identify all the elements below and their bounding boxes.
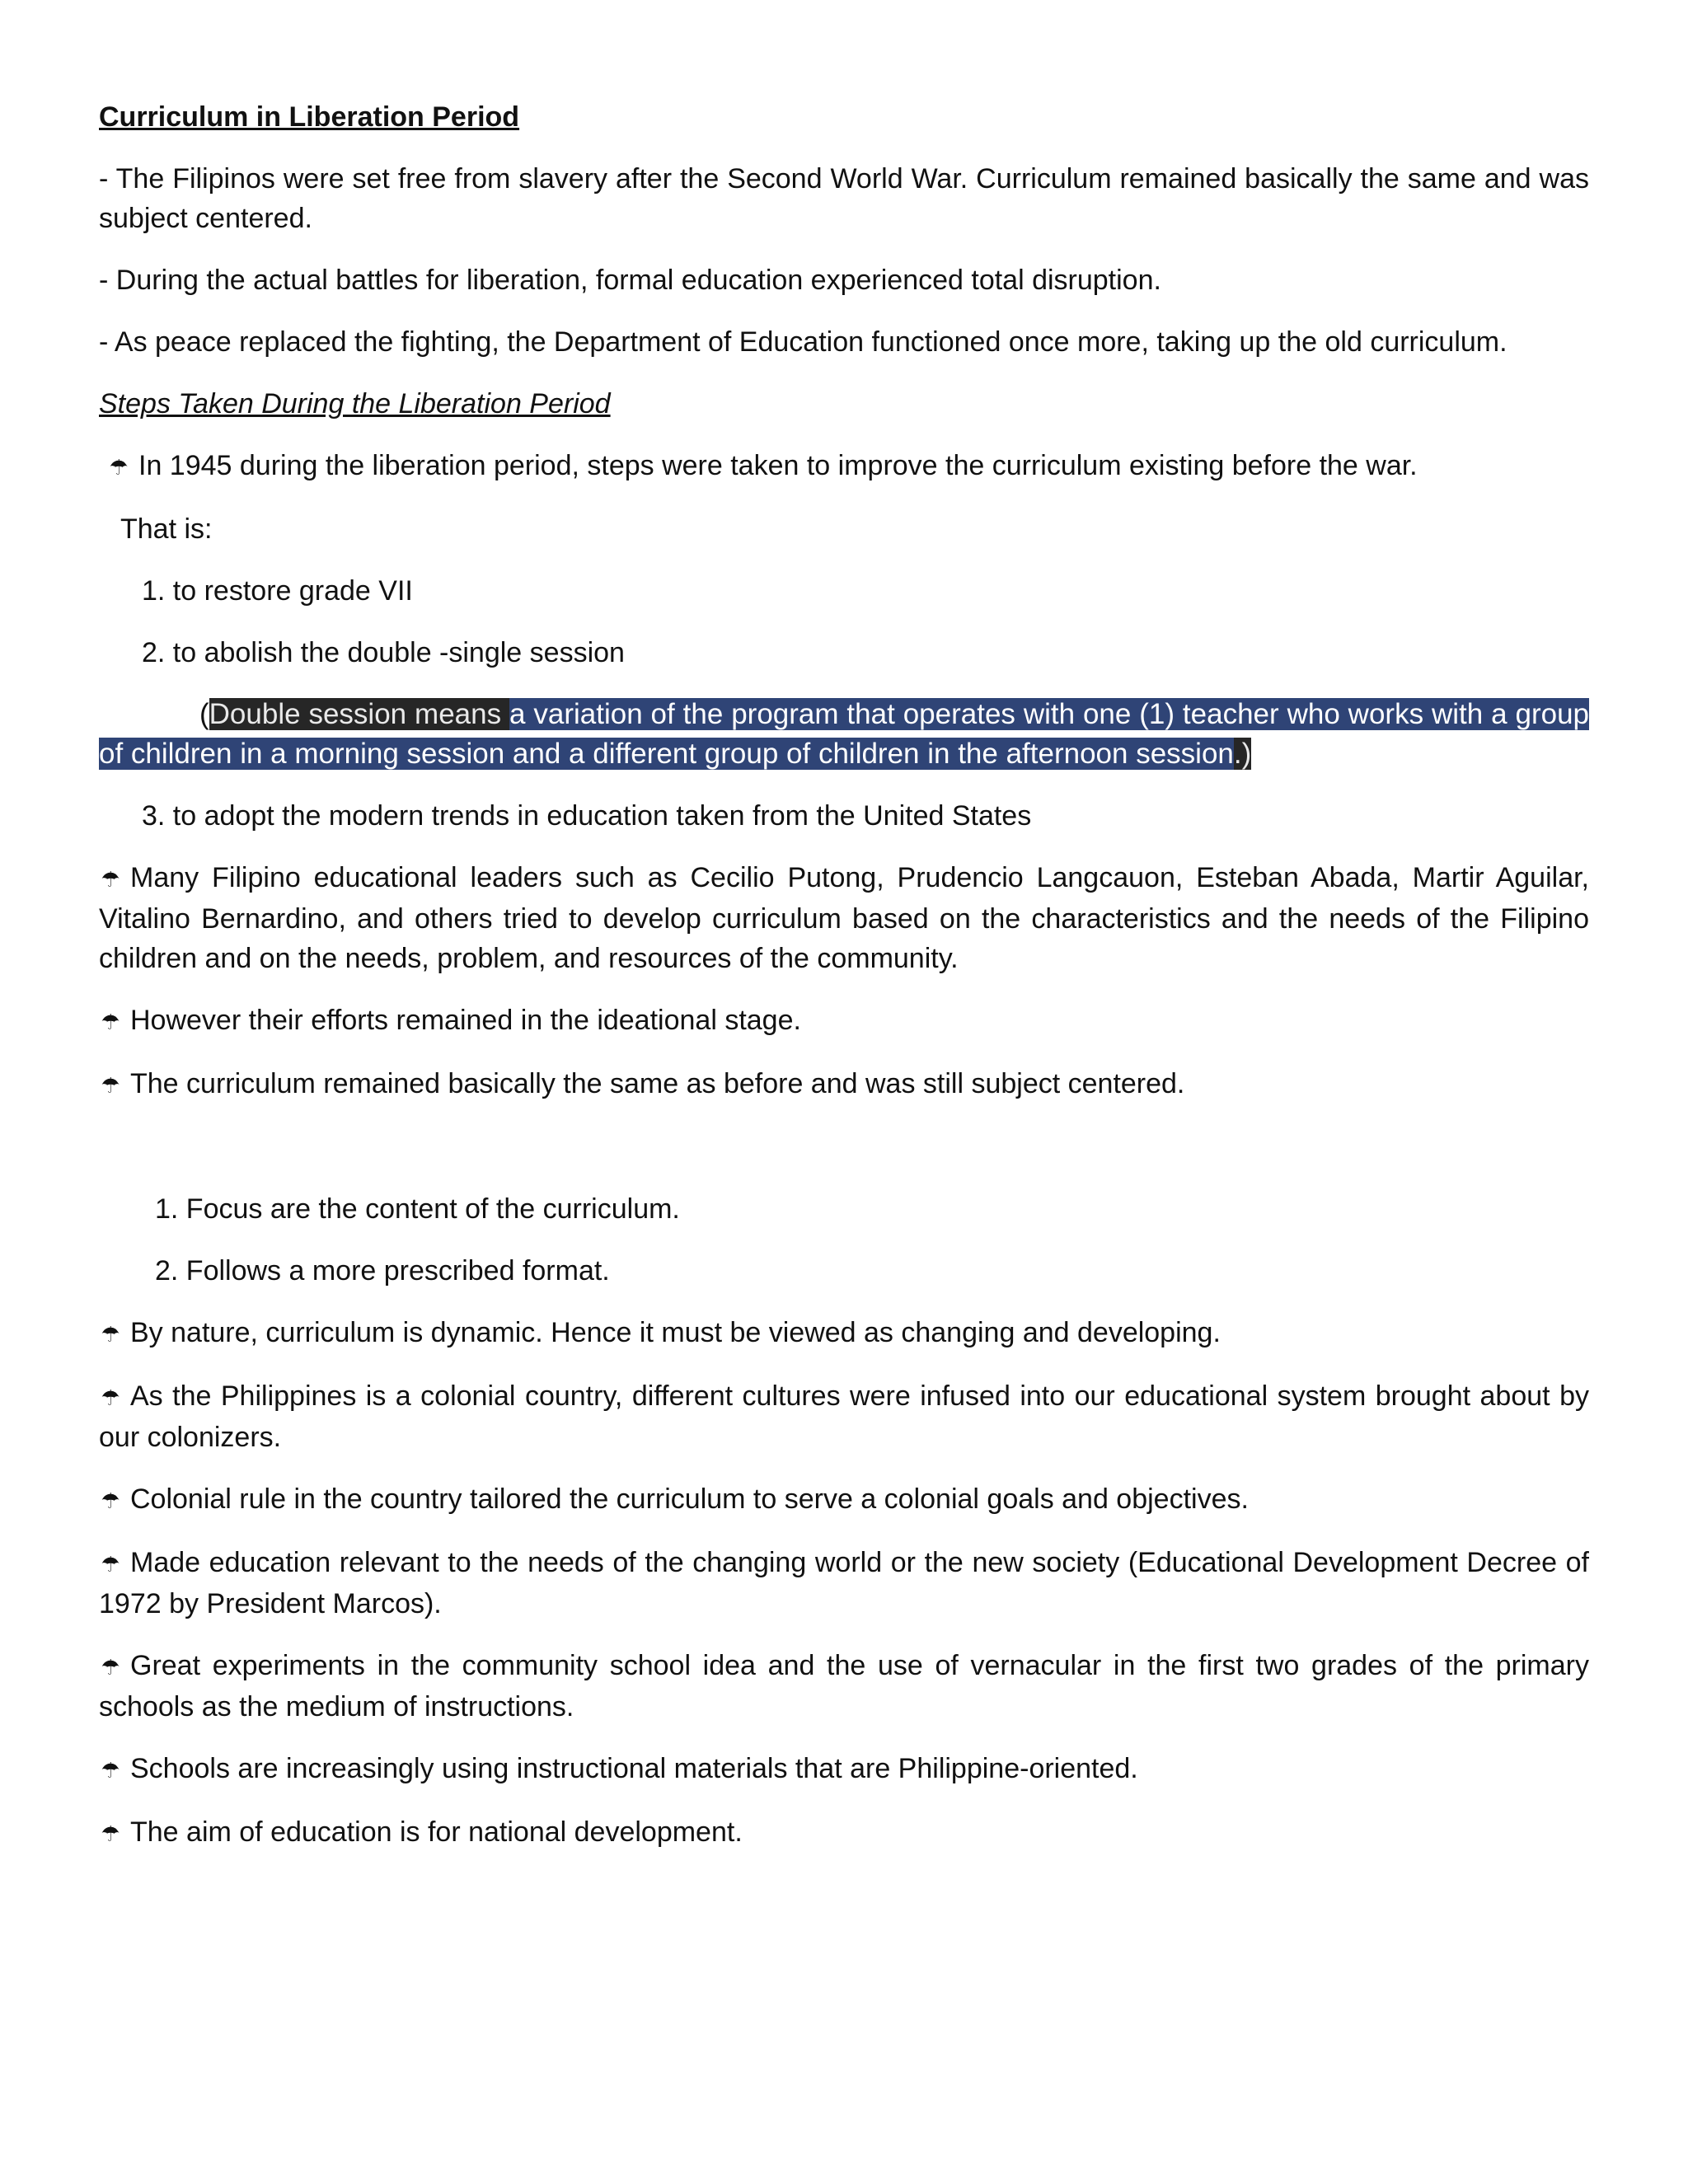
bullet-b-7-text: The aim of education is for national development. xyxy=(130,1816,743,1848)
highlighted-definition xyxy=(99,695,1589,774)
umbrella-icon: ☂ xyxy=(101,1821,120,1846)
blank-spacer xyxy=(99,1127,1589,1189)
umbrella-icon: ☂ xyxy=(101,1073,120,1098)
definition-close-paren: .) xyxy=(1233,738,1252,770)
bullet-a-3 xyxy=(99,1064,1589,1105)
bullet-a-2-text: However their efforts remained in the ideational stage. xyxy=(130,1005,801,1036)
bullet-a-1-text: Many Filipino educational leaders such as Cecilio Putong, Prudencio Langcauon, Esteban Abada, Martir Aguilar, Vitalino Bernardino, and others tried to develop curriculum based on the characteristics and the needs of the Filipino children and on the needs, problem, and resources of the community. xyxy=(99,862,1589,974)
intro-paragraph-3: - As peace replaced the fighting, the Department of Education functioned once more, taking up the old curriculum. xyxy=(99,326,1507,358)
umbrella-icon: ☂ xyxy=(101,1552,120,1577)
numbered-item-2: 2. Follows a more prescribed format. xyxy=(155,1255,610,1286)
bullet-a-3-text: The curriculum remained basically the same as before and was still subject centered. xyxy=(130,1068,1185,1099)
intro-paragraph-2: - During the actual battles for liberation, formal education experienced total disruption. xyxy=(99,265,1161,296)
that-is-label: That is: xyxy=(120,513,213,545)
bullet-b-2-text: As the Philippines is a colonial country, different cultures were infused into our educational system brought about by our colonizers. xyxy=(99,1380,1589,1453)
umbrella-icon: ☂ xyxy=(101,1655,120,1680)
umbrella-icon: ☂ xyxy=(101,1488,120,1513)
bullet-b-1 xyxy=(99,1313,1589,1354)
definition-open-paren: ( xyxy=(199,698,209,730)
bullet-b-6 xyxy=(99,1749,1589,1790)
bullet-b-2 xyxy=(99,1376,1589,1457)
step-item-1: 1. to restore grade VII xyxy=(142,575,413,607)
bullet-b-4-text: Made education relevant to the needs of the changing world or the new society (Educational Development Decree of 1972 by President Marcos). xyxy=(99,1547,1589,1619)
definition-term: Double session means xyxy=(209,698,509,730)
umbrella-icon: ☂ xyxy=(101,1322,120,1347)
bullet-a-1 xyxy=(99,858,1589,978)
bullet-a-2 xyxy=(99,1001,1589,1042)
bullet-b-1-text: By nature, curriculum is dynamic. Hence it must be viewed as changing and developing. xyxy=(130,1317,1221,1348)
bullet-b-3-text: Colonial rule in the country tailored the curriculum to serve a colonial goals and objectives. xyxy=(130,1483,1249,1515)
bullet-b-4 xyxy=(99,1543,1589,1624)
bullet-b-5 xyxy=(99,1646,1589,1727)
umbrella-icon: ☂ xyxy=(101,1010,120,1034)
bullet-b-6-text: Schools are increasingly using instructional materials that are Philippine-oriented. xyxy=(130,1753,1138,1784)
bullet-b-7 xyxy=(99,1812,1589,1854)
umbrella-icon: ☂ xyxy=(101,867,120,892)
step-item-2: 2. to abolish the double -single session xyxy=(142,637,625,668)
document-title: Curriculum in Liberation Period xyxy=(99,101,520,133)
step-item-3: 3. to adopt the modern trends in education taken from the United States xyxy=(142,800,1032,832)
umbrella-icon: ☂ xyxy=(101,1758,120,1783)
numbered-item-1: 1. Focus are the content of the curriculum. xyxy=(155,1193,680,1225)
bullet-b-3 xyxy=(99,1479,1589,1521)
step-intro-bullet xyxy=(99,446,1589,487)
umbrella-icon: ☂ xyxy=(101,1385,120,1410)
step-intro-text: In 1945 during the liberation period, steps were taken to improve the curriculum existing before the war. xyxy=(138,450,1418,481)
umbrella-icon: ☂ xyxy=(109,455,129,480)
bullet-b-5-text: Great experiments in the community school idea and the use of vernacular in the first two grades of the primary schools as the medium of instructions. xyxy=(99,1650,1589,1722)
intro-paragraph-1: - The Filipinos were set free from slavery after the Second World War. Curriculum remained basically the same and was subject centered. xyxy=(99,163,1589,234)
steps-heading: Steps Taken During the Liberation Period xyxy=(99,388,611,419)
definition-body: a variation of the program that operates with one (1) teacher who works with a group of children in a morning session and a different group of children in the afternoon session xyxy=(99,698,1589,770)
